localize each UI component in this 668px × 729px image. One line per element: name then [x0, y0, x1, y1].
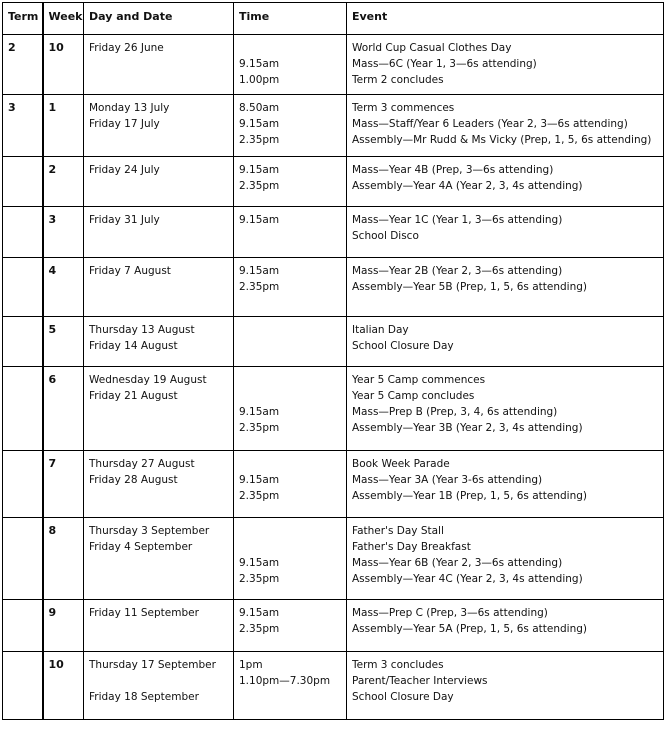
table-row	[3, 157, 664, 207]
time-line	[239, 539, 341, 555]
event-line: Father's Day Breakfast	[352, 541, 471, 553]
term-cell	[3, 518, 43, 600]
event-line: World Cup Casual Clothes Day	[352, 42, 512, 54]
time-line: 9.15am	[239, 557, 280, 569]
time-line: 2.35pm	[239, 623, 280, 635]
event-cell	[347, 652, 664, 720]
header-term: Term	[3, 3, 43, 35]
table-row	[3, 95, 664, 157]
term-cell	[3, 317, 43, 367]
table-row	[3, 652, 664, 720]
event-line: Mass—Year 3A (Year 3-6s attending)	[352, 474, 543, 486]
event-line: Father's Day Stall	[352, 525, 444, 537]
event-line: School Closure Day	[352, 340, 454, 352]
event-line: Mass—Year 4B (Prep, 3—6s attending)	[352, 164, 554, 176]
event-line: Italian Day	[352, 324, 409, 336]
term-cell	[3, 258, 43, 317]
time-line: 9.15am	[239, 607, 280, 619]
date-cell	[84, 652, 234, 720]
date-cell	[84, 95, 234, 157]
date-line	[89, 72, 228, 88]
time-line: 9.15am	[239, 474, 280, 486]
date-cell	[84, 207, 234, 258]
time-line: 1pm	[239, 659, 263, 671]
term-cell	[3, 367, 43, 451]
date-line: Thursday 3 September	[89, 525, 210, 537]
time-line	[239, 388, 341, 404]
event-line: Mass—Staff/Year 6 Leaders (Year 2, 3—6s attending)	[352, 118, 628, 130]
date-line: Friday 11 September	[89, 607, 199, 619]
time-cell	[234, 258, 347, 317]
time-line: 9.15am	[239, 265, 280, 277]
date-line: Thursday 27 August	[89, 458, 195, 470]
date-line: Friday 7 August	[89, 265, 171, 277]
date-line: Friday 28 August	[89, 474, 178, 486]
header-row	[3, 3, 664, 35]
time-cell	[234, 600, 347, 652]
event-cell	[347, 207, 664, 258]
time-line: 2.35pm	[239, 490, 280, 502]
event-line: Mass—Year 1C (Year 1, 3—6s attending)	[352, 214, 563, 226]
week-cell: 9	[43, 600, 84, 652]
event-line: Assembly—Mr Rudd & Ms Vicky (Prep, 1, 5, 6s attending)	[352, 134, 652, 146]
date-cell	[84, 367, 234, 451]
event-cell	[347, 367, 664, 451]
week-cell: 3	[43, 207, 84, 258]
date-line: Monday 13 July	[89, 102, 170, 114]
time-line: 2.35pm	[239, 573, 280, 585]
table-row	[3, 367, 664, 451]
time-line: 9.15am	[239, 214, 280, 226]
event-line: Book Week Parade	[352, 458, 450, 470]
event-line: Year 5 Camp commences	[352, 374, 486, 386]
time-cell	[234, 518, 347, 600]
time-line	[239, 456, 341, 472]
table-row	[3, 451, 664, 518]
event-cell	[347, 600, 664, 652]
date-line: Friday 24 July	[89, 164, 160, 176]
event-line: Term 3 commences	[352, 102, 455, 114]
term-cell	[3, 207, 43, 258]
event-line: Assembly—Year 3B (Year 2, 3, 4s attending)	[352, 422, 583, 434]
date-line	[89, 56, 228, 72]
header-day-and-date: Day and Date	[84, 3, 234, 35]
week-cell: 10	[43, 652, 84, 720]
event-cell	[347, 35, 664, 95]
time-line: 2.35pm	[239, 134, 280, 146]
time-cell	[234, 35, 347, 95]
date-cell	[84, 451, 234, 518]
date-line: Friday 26 June	[89, 42, 164, 54]
date-line: Thursday 17 September	[89, 659, 216, 671]
event-line: Mass—Year 6B (Year 2, 3—6s attending)	[352, 557, 563, 569]
event-cell	[347, 157, 664, 207]
calendar-body	[3, 35, 664, 720]
week-cell: 5	[43, 317, 84, 367]
date-cell	[84, 600, 234, 652]
week-cell: 7	[43, 451, 84, 518]
date-line: Friday 21 August	[89, 390, 178, 402]
week-cell: 2	[43, 157, 84, 207]
date-cell	[84, 35, 234, 95]
event-line: Assembly—Year 4A (Year 2, 3, 4s attending)	[352, 180, 583, 192]
table-row	[3, 207, 664, 258]
event-line: Mass—Year 2B (Year 2, 3—6s attending)	[352, 265, 563, 277]
event-line: Assembly—Year 4C (Year 2, 3, 4s attending)	[352, 573, 583, 585]
date-cell	[84, 258, 234, 317]
week-cell: 8	[43, 518, 84, 600]
date-line: Friday 17 July	[89, 118, 160, 130]
time-cell	[234, 157, 347, 207]
event-cell	[347, 258, 664, 317]
time-line: 9.15am	[239, 118, 280, 130]
date-line: Thursday 13 August	[89, 324, 195, 336]
header-event: Event	[347, 3, 664, 35]
date-line: Friday 31 July	[89, 214, 160, 226]
table-row	[3, 35, 664, 95]
time-cell	[234, 451, 347, 518]
table-row	[3, 317, 664, 367]
event-line: Mass—Prep B (Prep, 3, 4, 6s attending)	[352, 406, 558, 418]
date-cell	[84, 157, 234, 207]
event-line: Term 2 concludes	[352, 74, 444, 86]
term-cell: 2	[3, 35, 43, 95]
table-row	[3, 600, 664, 652]
term-cell: 3	[3, 95, 43, 157]
week-cell: 1	[43, 95, 84, 157]
date-line	[89, 673, 228, 689]
event-cell	[347, 95, 664, 157]
week-cell: 6	[43, 367, 84, 451]
header-time: Time	[234, 3, 347, 35]
date-line: Friday 14 August	[89, 340, 178, 352]
time-line: 2.35pm	[239, 180, 280, 192]
time-line: 9.15am	[239, 58, 280, 70]
term-cell	[3, 600, 43, 652]
event-line: Mass—Prep C (Prep, 3—6s attending)	[352, 607, 548, 619]
event-line: Assembly—Year 1B (Prep, 1, 5, 6s attending)	[352, 490, 588, 502]
event-line: School Disco	[352, 230, 419, 242]
event-line: Assembly—Year 5B (Prep, 1, 5, 6s attending)	[352, 281, 588, 293]
time-cell	[234, 317, 347, 367]
time-line: 2.35pm	[239, 281, 280, 293]
date-cell	[84, 317, 234, 367]
event-cell	[347, 317, 664, 367]
date-line: Friday 4 September	[89, 541, 193, 553]
event-line: Term 3 concludes	[352, 659, 444, 671]
date-line: Friday 18 September	[89, 691, 199, 703]
time-line	[239, 523, 341, 539]
time-line: 8.50am	[239, 102, 280, 114]
term-cell	[3, 652, 43, 720]
event-line: Parent/Teacher Interviews	[352, 675, 488, 687]
time-line	[239, 40, 341, 56]
term-cell	[3, 451, 43, 518]
time-cell	[234, 207, 347, 258]
time-line	[239, 372, 341, 388]
time-line: 2.35pm	[239, 422, 280, 434]
time-line: 1.10pm—7.30pm	[239, 675, 331, 687]
date-cell	[84, 518, 234, 600]
time-cell	[234, 652, 347, 720]
event-cell	[347, 451, 664, 518]
time-line: 9.15am	[239, 164, 280, 176]
event-cell	[347, 518, 664, 600]
week-cell: 4	[43, 258, 84, 317]
event-line: Assembly—Year 5A (Prep, 1, 5, 6s attending)	[352, 623, 587, 635]
event-line: School Closure Day	[352, 691, 454, 703]
time-line: 1.00pm	[239, 74, 280, 86]
event-line: Mass—6C (Year 1, 3—6s attending)	[352, 58, 537, 70]
calendar-table	[2, 2, 664, 720]
date-line	[89, 132, 228, 148]
header-week: Week	[43, 3, 84, 35]
event-line: Year 5 Camp concludes	[352, 390, 475, 402]
week-cell: 10	[43, 35, 84, 95]
table-row	[3, 518, 664, 600]
time-line: 9.15am	[239, 406, 280, 418]
date-line: Wednesday 19 August	[89, 374, 207, 386]
time-cell	[234, 367, 347, 451]
table-row	[3, 258, 664, 317]
time-cell	[234, 95, 347, 157]
term-cell	[3, 157, 43, 207]
